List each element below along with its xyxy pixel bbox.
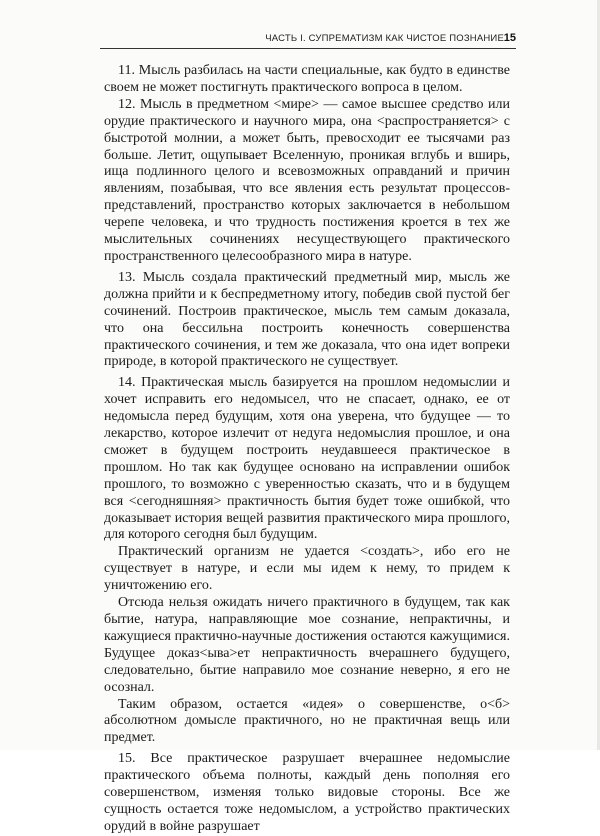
- paragraph-13: 13. Мысль создала практический предметный мир, мысль же должна прийти и к беспредметному итогу, победив свой пустой бег сочинений. Построив практическое, мысль тем самым доказала, что она бессильна построить конечность совершенства практического сочинения, и тем же доказала, что она идет вопреки природе, в которой практического не существует.: [104, 269, 510, 370]
- paragraph-12: 12. Мысль в предметном <мире> — самое высшее средство или орудие практического и научного мира, она <распространяется> с быстротой молнии, а может быть, превосходит ее тысячами раз больше. Летит, ощупывает Вселенную, проникая вглубь и вширь, ища подлинного целого и всевозможных оправданий и причин явлениям, позабывая, что все явления есть результат процессов-представлений, пространство которых заключается в небольшом черепе человека, и что трудность постижения кроется в тех же мыслительных сочинениях несуществующего практического пространственного целесообразного мира в натуре.: [104, 96, 510, 264]
- paragraph-idea: Таким образом, остается «идея» о совершенстве, о<б> абсолютном домысле практичного, но не практичная вещь или предмет.: [104, 696, 510, 746]
- paragraph-future: Отсюда нельзя ожидать ничего практичного в будущем, так как бытие, натура, направляющие мое сознание, непрактичны, и кажущиеся практично-научные достижения остаются кажущимися. Будущее доказ<ыва>ет непрактичность вчерашнего будущего, следовательно, бытие направило мое сознание неверно, я его не осознал.: [104, 595, 510, 695]
- paragraph-15: 15. Все практическое разрушает вчерашнее недомыслие практического объема полноты, каждый день пополняя его совершенством, изменяя только видовые стороны. Все же сущность остается тоже недомыслом, а устройство практических орудий в войне разрушает: [104, 751, 510, 834]
- paragraph-14: 14. Практическая мысль базируется на прошлом недомыслии и хочет исправить его недомысел, что не спасает, однако, ее от недомысла перед будущим, хотя она уверена, что будущее — то лекарство, которое излечит от недуга недомыслия прошлое, и она сможет в будущем построить неудавшееся практическое в прошлом. Но так как будущее основано на исправлении ошибок прошлого, то возможно с уверенностью сказать, что и в будущем вся <сегодняшняя> практичность бытия будет тоже ошибкой, что доказывает история вещей развития практического мира прошлого, для которого сегодня был будущим.: [104, 375, 510, 543]
- header-rule: [100, 48, 516, 49]
- running-title: ЧАСТЬ I. СУПРЕМАТИЗМ КАК ЧИСТОЕ ПОЗНАНИЕ: [265, 33, 504, 44]
- running-header: [0, 30, 600, 50]
- page-number: 15: [503, 32, 516, 44]
- body-text: [104, 63, 510, 836]
- paragraph-11: 11. Мысль разбилась на части специальные, как будто в единстве своем не может постигнуть практического вопроса в целом.: [104, 63, 510, 95]
- paragraph-organism: Практический организм не удается <создать>, ибо его не существует в натуре, и если мы идем к нему, то придем к уничтожению его.: [104, 544, 510, 594]
